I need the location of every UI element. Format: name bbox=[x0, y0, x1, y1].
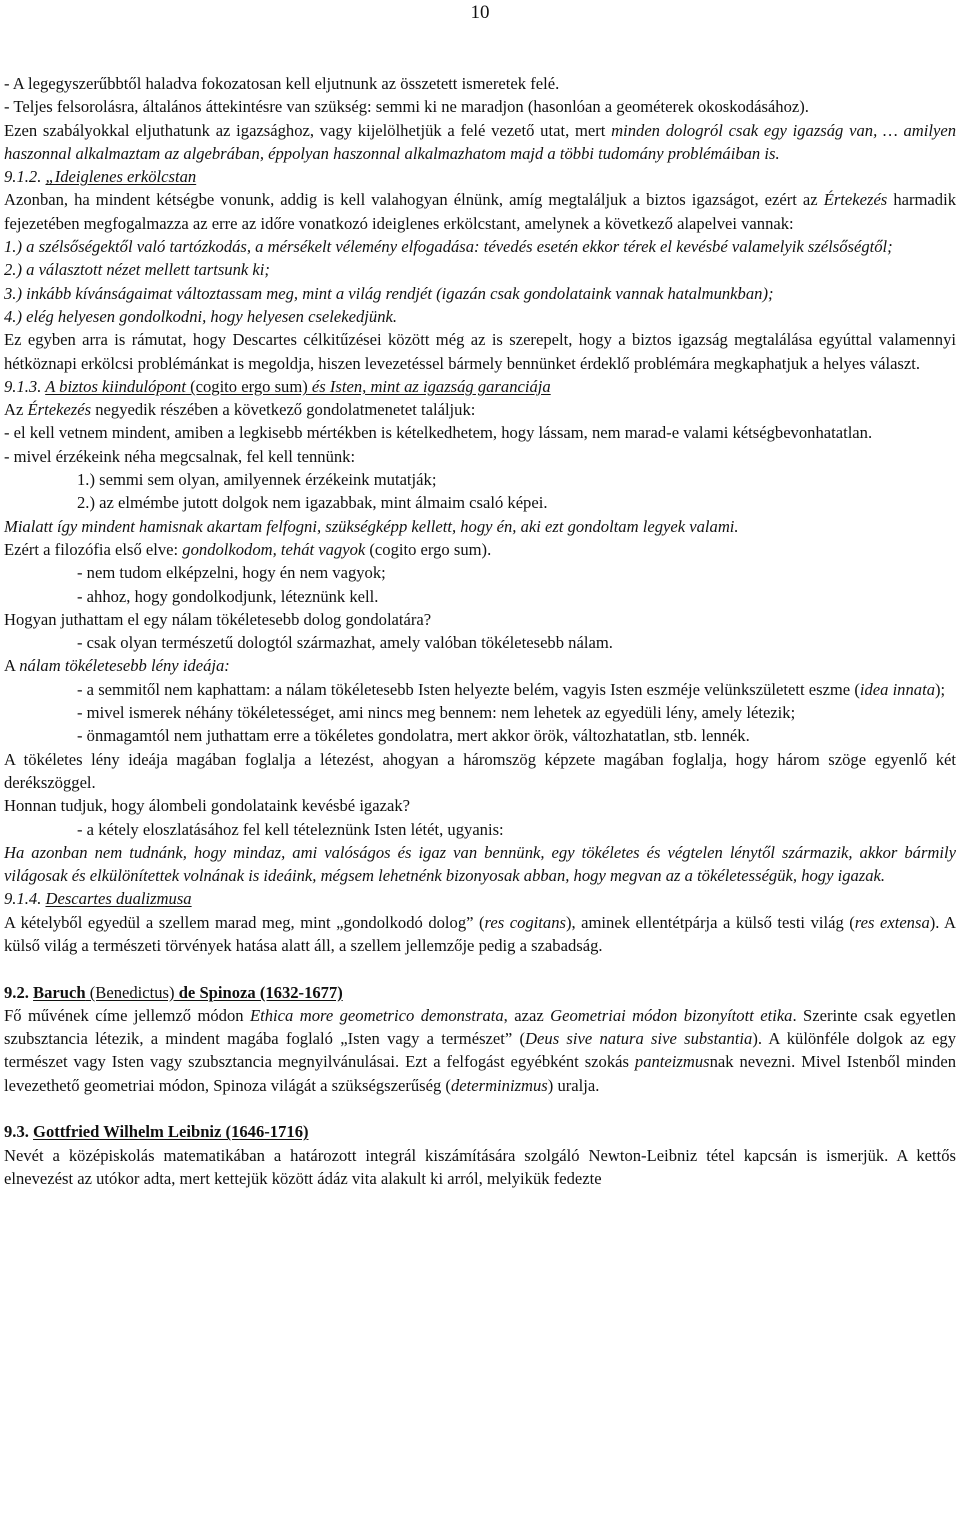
text-run: Ezen szabályokkal eljuthatunk az igazsághoz, vagy kijelölhetjük a felé vezető utat, mert bbox=[4, 120, 612, 140]
text-run: . Szerinte csak egyetlen szubsztancia létezik, a mindent magába foglaló „Isten vagy a természet” ( bbox=[4, 1005, 956, 1049]
text-run: Baruch bbox=[33, 982, 86, 1002]
text-run: - a kétely eloszlatásához fel kell tételeznünk Isten létét, ugyanis: bbox=[77, 819, 504, 839]
paragraph bbox=[4, 678, 956, 701]
text-run: - A legegyszerűbbtől haladva fokozatosan kell eljutnunk az összetett ismeretek felé. bbox=[4, 74, 560, 93]
text-run: ); bbox=[935, 679, 946, 699]
text-run: (Benedictus) bbox=[85, 982, 175, 1002]
text-run: Értekezés bbox=[27, 400, 92, 420]
text-run: 2.) az elmémbe jutott dolgok nem igazabbak, mint álmaim csaló képei. bbox=[77, 493, 548, 513]
paragraph bbox=[4, 282, 956, 305]
paragraph bbox=[4, 72, 956, 95]
text-run: nak nevezni. Mivel Istenből minden levezethető geometriai módon, Spinoza világát a szükségszerűség ( bbox=[4, 1052, 956, 1095]
paragraph bbox=[4, 258, 956, 281]
paragraph bbox=[4, 1144, 956, 1191]
text-run: 1.) semmi sem olyan, amilyennek érzékeink mutatják; bbox=[77, 470, 437, 490]
text-run: 2.) a választott nézet mellett tartsunk ki; bbox=[4, 260, 270, 280]
paragraph bbox=[4, 235, 956, 258]
text-run: Fő művének címe jellemző módon bbox=[4, 1005, 250, 1025]
text-run: (cogito ergo sum). bbox=[365, 539, 492, 559]
text-run: Honnan tudjuk, hogy álombeli gondolataink kevésbé igazak? bbox=[4, 796, 410, 816]
text-run: ). A külső világ a természeti törvények hatása alatt áll, a szellem jellemzője pedig a szabadság. bbox=[4, 912, 957, 955]
text-run: res cogitans bbox=[484, 912, 566, 932]
text-run: - önmagamtól nem juthattam erre a tökéletes gondolatra, mert akkor örök, változhatatlan, stb. lennék. bbox=[77, 726, 750, 746]
text-run: és Isten, mint az igazság garanciája bbox=[307, 376, 551, 396]
text-run: nálam tökéletesebb lény ideája: bbox=[19, 656, 230, 676]
text-run: Ethica more geometrico demonstrata bbox=[249, 1005, 504, 1025]
paragraph bbox=[4, 724, 956, 747]
text-run: - a semmitől nem kaphattam: a nálam tökéletesebb Isten helyezte belém, vagyis Isten eszméje velünkszületett eszme ( bbox=[77, 679, 860, 699]
text-run: A biztos kiindulópont bbox=[45, 376, 186, 396]
paragraph bbox=[4, 608, 956, 631]
paragraph bbox=[4, 981, 956, 1004]
paragraph bbox=[4, 375, 956, 398]
text-run: 9.2. bbox=[4, 982, 34, 1002]
paragraph bbox=[4, 119, 956, 166]
text-run: Deus sive natura sive substantia bbox=[525, 1029, 753, 1049]
paragraph bbox=[4, 841, 956, 888]
text-run: Gottfried Wilhelm Leibniz (1646-1716) bbox=[33, 1122, 309, 1142]
text-run: , azaz bbox=[503, 1005, 551, 1025]
text-run: „Ideiglenes erkölcstan bbox=[45, 167, 197, 187]
paragraph bbox=[4, 911, 956, 958]
paragraph bbox=[4, 165, 956, 188]
text-run: 9.3. bbox=[4, 1122, 34, 1142]
paragraph bbox=[4, 538, 956, 561]
text-run: 1.) a szélsőségektől való tartózkodás, a mérsékelt vélemény elfogadása: tévedés esetén ekkor térek el kevésbé valamelyik szélsőségtől; bbox=[4, 237, 893, 257]
text-run: 9.1.4. bbox=[4, 889, 46, 909]
document-body bbox=[4, 72, 956, 1190]
text-run: A kételyből egyedül a szellem marad meg, mint „gondolkodó dolog” ( bbox=[4, 912, 485, 932]
text-run: negyedik részében a következő gondolatmenetet találjuk: bbox=[91, 400, 476, 420]
paragraph bbox=[4, 515, 956, 538]
text-run: Mialatt így mindent hamisnak akartam felfogni, szükségképp kellett, hogy én, aki ezt gondoltam legyek valami. bbox=[4, 516, 739, 536]
text-run: idea innata bbox=[859, 679, 935, 699]
text-run: Hogyan juthattam el egy nálam tökéletesebb dolog gondolatára? bbox=[4, 609, 432, 629]
text-run: - csak olyan természetű dologtól származhat, amely valóban tökéletesebb nálam. bbox=[77, 633, 613, 653]
text-run: - nem tudom elképzelni, hogy én nem vagyok; bbox=[77, 563, 386, 583]
paragraph bbox=[4, 561, 956, 584]
paragraph bbox=[4, 398, 956, 421]
blank-line bbox=[4, 1097, 956, 1120]
paragraph bbox=[4, 794, 956, 817]
paragraph bbox=[4, 1120, 956, 1143]
paragraph bbox=[4, 631, 956, 654]
text-run: Az bbox=[4, 400, 28, 420]
paragraph bbox=[4, 421, 956, 444]
text-run: gondolkodom, tehát vagyok bbox=[182, 539, 366, 559]
text-run: Nevét a középiskolás matematikában a határozott integrál kiszámítására szolgáló Newton-Leibniz tétel kapcsán is ismerjük. A kettős elnevezést az utókor adta, mert kettejük között ádáz vita alakult ki arról, melyikük fedezte bbox=[4, 1145, 956, 1188]
text-run: ). A különféle dolgok az egy természet vagy Isten vagy szubsztancia megnyilvánulásai. Ezt a felfogást egyébként szokás bbox=[4, 1029, 956, 1072]
page-number: 10 bbox=[470, 2, 490, 23]
text-run: Ezért a filozófia első elve: bbox=[4, 539, 183, 559]
text-run: 3.) inkább kívánságaimat változtassam meg, mint a világ rendjét (igazán csak gondolataink vannak hatalmunkban); bbox=[4, 283, 774, 303]
text-run: - Teljes felsorolásra, általános áttekintésre van szükség: semmi ki ne maradjon (hasonlóan a geométerek okoskodásához). bbox=[4, 97, 809, 117]
paragraph bbox=[4, 585, 956, 608]
text-run: ), aminek ellentétpárja a külső testi világ ( bbox=[565, 912, 855, 932]
paragraph bbox=[4, 491, 956, 514]
blank-line bbox=[4, 957, 956, 980]
text-run: res extensa bbox=[854, 912, 930, 932]
text-run: 9.1.3. bbox=[4, 376, 46, 396]
paragraph bbox=[4, 305, 956, 328]
paragraph bbox=[4, 188, 956, 235]
paragraph bbox=[4, 748, 956, 795]
text-run: panteizmus bbox=[634, 1052, 710, 1072]
paragraph bbox=[4, 1004, 956, 1097]
text-run: harmadik fejezetében megfogalmazza az erre az időre vonatkozó ideiglenes erkölcstant, amelynek a következő alapelvei vannak: bbox=[4, 190, 956, 233]
paragraph bbox=[4, 654, 956, 677]
text-run: determinizmus bbox=[450, 1075, 548, 1095]
paragraph bbox=[4, 95, 956, 118]
text-run: Geometriai módon bizonyított etika bbox=[550, 1005, 793, 1025]
text-run: (cogito ergo sum) bbox=[185, 376, 308, 396]
text-run: A bbox=[4, 656, 20, 676]
text-run: Descartes dualizmusa bbox=[45, 889, 192, 909]
text-run: Ez egyben arra is rámutat, hogy Descartes célkitűzései között még az is szerepelt, hogy a biztos igazság megtalálása egyúttal valamennyi hétköznapi erkölcsi problémánkat is megoldja, hiszen levezetéssel bármely bennünket érdeklő problémára megkaphatjuk a helyes választ. bbox=[4, 330, 956, 373]
text-run: Azonban, ha mindent kétségbe vonunk, addig is kell valahogyan élnünk, amíg megtaláljuk a biztos igazságot, ezért az bbox=[4, 190, 824, 210]
text-run: ) uralja. bbox=[547, 1075, 600, 1095]
text-run: de Spinoza (1632-1677) bbox=[174, 982, 343, 1002]
text-run: - mivel ismerek néhány tökéletességet, ami nincs meg bennem: nem lehetek az egyedüli lény, amely létezik; bbox=[77, 703, 796, 723]
paragraph bbox=[4, 328, 956, 375]
paragraph bbox=[4, 445, 956, 468]
text-run: A tökéletes lény ideája magában foglalja a létezést, ahogyan a háromszög képzete magában foglalja, hogy három szöge egyenlő két derékszöggel. bbox=[4, 749, 956, 792]
text-run: - el kell vetnem mindent, amiben a legkisebb mértékben is kételkedhetem, hogy lássam, nem marad-e valami kétségbevonhatatlan. bbox=[4, 423, 873, 443]
text-run: - mivel érzékeink néha megcsalnak, fel kell tennünk: bbox=[4, 446, 356, 466]
paragraph bbox=[4, 468, 956, 491]
text-run: minden dologról csak egy igazság van, … amilyen haszonnal alkalmaztam az algebrában, éppolyan haszonnal alkalmazhatom majd a többi tudomány problémáiban is. bbox=[4, 120, 956, 163]
text-run: 4.) elég helyesen gondolkodni, hogy helyesen cselekedjünk. bbox=[4, 306, 398, 326]
paragraph bbox=[4, 701, 956, 724]
text-run: Értekezés bbox=[823, 190, 888, 210]
text-run: 9.1.2. bbox=[4, 167, 46, 187]
paragraph bbox=[4, 887, 956, 910]
text-run: Ha azonban nem tudnánk, hogy mindaz, ami valóságos és igaz van bennünk, egy tökéletes és végtelen lénytől származik, akkor bármily világosak és elkülönítettek volnának is ideáink, mégsem lehetnénk bizonyosak abban, hogy megvan az a tökéletességük, hogy igazak. bbox=[4, 842, 956, 886]
text-run: - ahhoz, hogy gondolkodjunk, léteznünk kell. bbox=[77, 586, 379, 606]
paragraph bbox=[4, 818, 956, 841]
